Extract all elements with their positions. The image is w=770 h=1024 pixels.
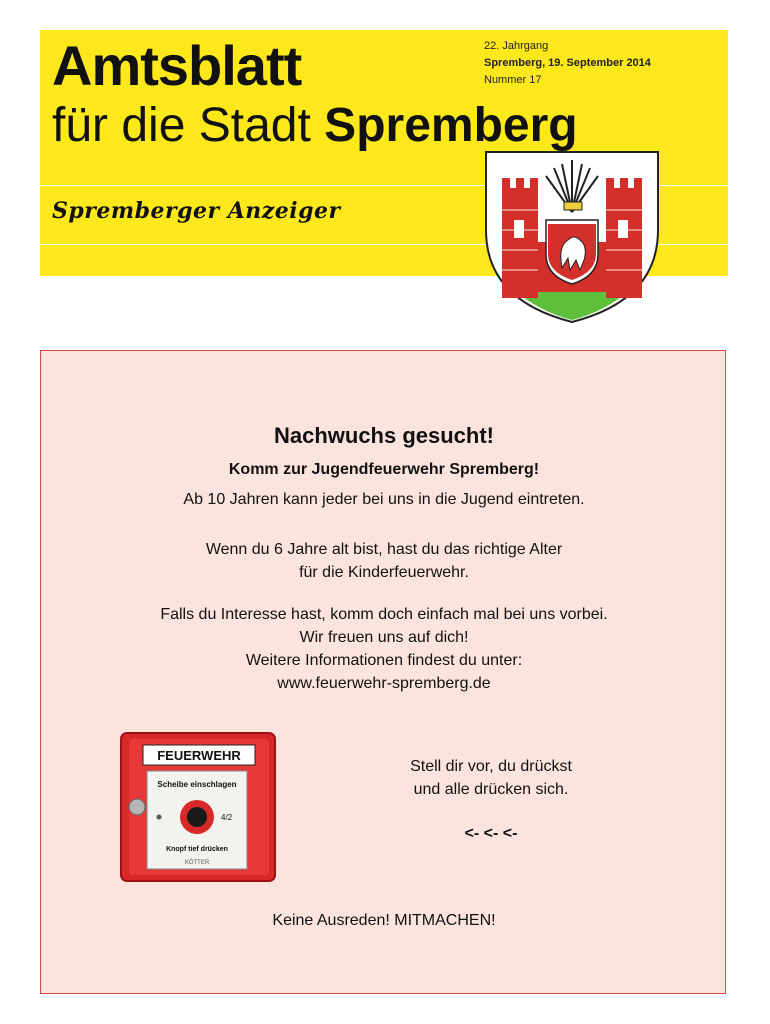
notice-line-interest-b: Wir freuen uns auf dich!: [299, 629, 469, 646]
notice-closing: Keine Ausreden! MITMACHEN!: [272, 912, 496, 929]
notice-line-interest-c: Weitere Informationen findest du unter:: [245, 652, 523, 669]
side-text-b: und alle drücken sich.: [413, 781, 569, 798]
alarm-label-top: FEUERWEHR: [157, 748, 241, 763]
alarm-label-num: 4/2: [221, 813, 233, 822]
jahrgang: 22. Jahrgang: [484, 40, 549, 52]
notice-line-age6-b: für die Kinderfeuerwehr.: [299, 564, 469, 581]
issue-number: Nummer 17: [484, 74, 542, 86]
coat-of-arms-icon: [484, 150, 660, 324]
fire-alarm-icon: [119, 731, 277, 883]
alarm-label-glass: Scheibe einschlagen: [157, 780, 237, 789]
masthead-city: Spremberg: [324, 99, 578, 152]
issue-date: Spremberg, 19. September 2014: [484, 57, 651, 69]
masthead-prefix: für die Stadt: [52, 99, 311, 152]
alarm-label-brand: KÖTTER: [184, 860, 210, 866]
notice-line-age10: Ab 10 Jahren kann jeder bei uns in die Jugend eintreten.: [183, 491, 585, 508]
arrows-text: <- <- <-: [464, 825, 518, 842]
notice-subheading: Komm zur Jugendfeuerwehr Spremberg!: [228, 461, 540, 478]
website-link[interactable]: www.feuerwehr-spremberg.de: [277, 675, 491, 692]
notice-heading: Nachwuchs gesucht!: [273, 423, 495, 448]
side-text-a: Stell dir vor, du drückst: [410, 758, 572, 775]
recruitment-notice: [40, 350, 726, 994]
alarm-label-push: Knopf tief drücken: [166, 846, 228, 853]
notice-line-interest-a: Falls du Interesse hast, komm doch einfach mal bei uns vorbei.: [160, 606, 608, 623]
newspaper-subtitle: Spremberger Anzeiger: [52, 198, 341, 224]
masthead-title: Amtsblatt: [52, 34, 302, 97]
issue-meta: [484, 38, 651, 89]
masthead-subtitle: [52, 98, 578, 154]
notice-line-age6-a: Wenn du 6 Jahre alt bist, hast du das richtige Alter: [205, 541, 563, 558]
